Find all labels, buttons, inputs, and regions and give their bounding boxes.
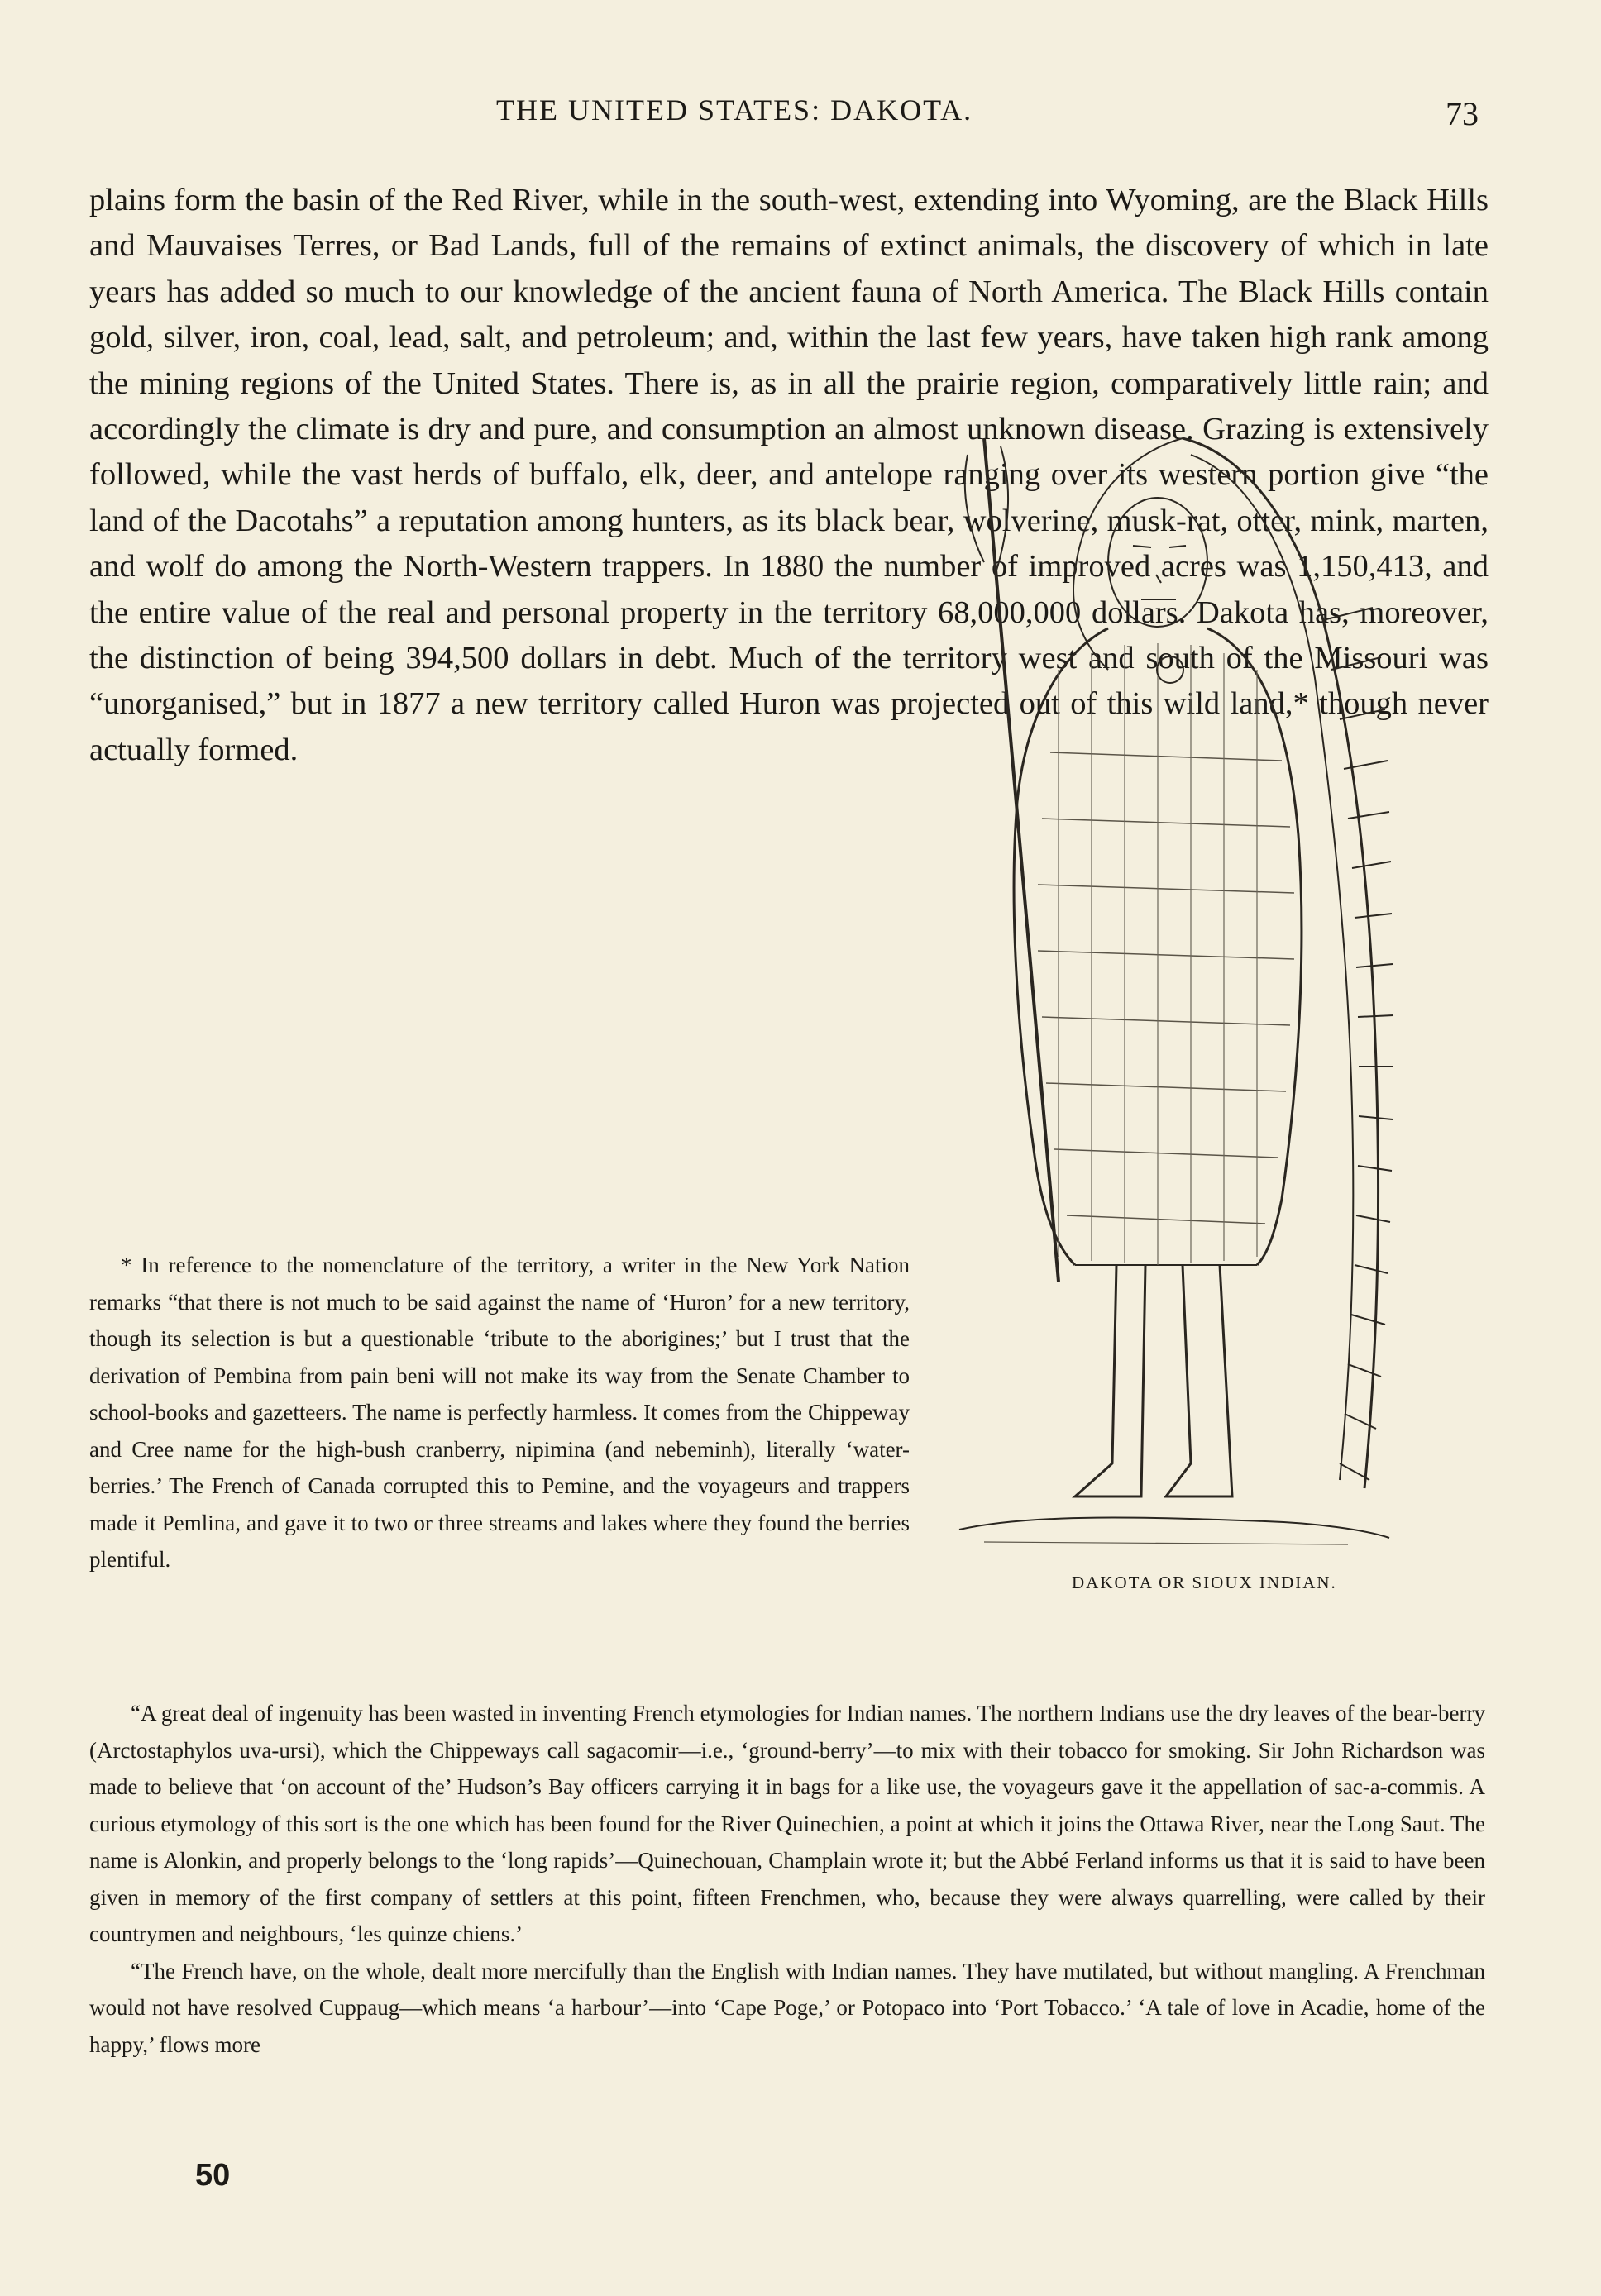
running-head — [0, 93, 1601, 134]
running-title: THE UNITED STATES: DAKOTA. — [496, 93, 973, 126]
footnote-text: * In reference to the nomenclature of the territory, a writer in the New York Nation remarks “that there is not much to be said against the name of ‘Huron’ for a new territory, though its selection is but a questionable ‘tribute to the aborigines;’ but I trust that the derivation of Pembina from pain beni will not make its way from the Senate Chamber to school-books and gazetteers. The name is perfectly harmless. It comes from the Chippeway and Cree name for the high-bush cranberry, nipimina (and nebeminh), literally ‘water-berries.’ The French of Canada corrupted this to Pemine, and the voyageurs and trappers made it Pemlina, and gave it to two or three streams and lakes where they found the berries plentiful. — [89, 1253, 910, 1572]
footnote — [89, 1247, 910, 1578]
printer-signature-mark: 50 — [195, 2158, 231, 2193]
note-paragraph-1: “A great deal of ingenuity has been wasted in inventing French etymologies for Indian names. The northern Indians use the dry leaves of the bear-berry (Arctostaphylos uva-ursi), which the Chippeways call sagacomir—i.e., ‘ground-berry’—to mix with their tobacco for smoking. Sir John Richardson was made to believe that ‘on account of the’ Hudson’s Bay officers carrying it in bags for a like use, the voyageurs gave it the appellation of sac-a-commis. A curious etymology of this sort is the one which has been found for the River Quinechien, a point at which it joins the Ottawa River, near the Long Saut. The name is Alonkin, and properly belongs to the ‘long rapids’—Quinechouan, Champlain wrote it; but the Abbé Ferland informs us that it is said to have been given in memory of the first company of settlers at this point, fifteen Frenchmen, who, because they were always quarrelling, were called by their countrymen and neighbours, ‘les quinze chiens.’ — [89, 1701, 1485, 1946]
figure-caption: DAKOTA OR SIOUX INDIAN. — [1072, 1573, 1337, 1592]
page-number: 73 — [1446, 95, 1479, 132]
note-paragraph-2: “The French have, on the whole, dealt more mercifully than the English with Indian names. They have mutilated, but without mangling. A Frenchman would not have resolved Cuppaug—which means ‘a harbour’—into ‘Cape Poge,’ or Potopaco into ‘Port Tobacco.’ ‘A tale of love in Acadie, home of the happy,’ flows more — [89, 1958, 1485, 2057]
body-paragraph: plains form the basin of the Red River, while in the south-west, extending into Wyoming, are the Black Hills and Mauvaises Terres, or Bad Lands, full of the remains of extinct animals, the discovery of which in late years has added so much to our knowledge of the ancient fauna of North America. The Black Hills contain gold, silver, iron, coal, lead, salt, and petroleum; and, within the last few years, have taken high rank among the mining regions of the United States. There is, as in all the prairie region, comparatively little rain; and accordingly the climate is dry and pure, and consumption an almost unknown disease. Grazing is extensively followed, while the vast herds of buffalo, elk, deer, and antelope ranging over its western portion give “the land of the Dacotahs” a reputation among hunters, as its black bear, wolverine, musk-rat, otter, mink, marten, and wolf do among the North-Western trappers. In 1880 the number of improved acres was 1,150,413, and the entire value of the real and personal property in the territory 68,000,000 dollars. Dakota has, moreover, the distinction of being 394,500 dollars in debt. Much of the territory west and south of the Missouri was “unorganised,” but in 1877 a new territory called Huron was projected out of this wild land,* though never actually formed. — [89, 183, 1489, 767]
sioux-portrait-illustration — [934, 405, 1398, 1563]
footnote-continuation — [89, 1695, 1485, 2063]
